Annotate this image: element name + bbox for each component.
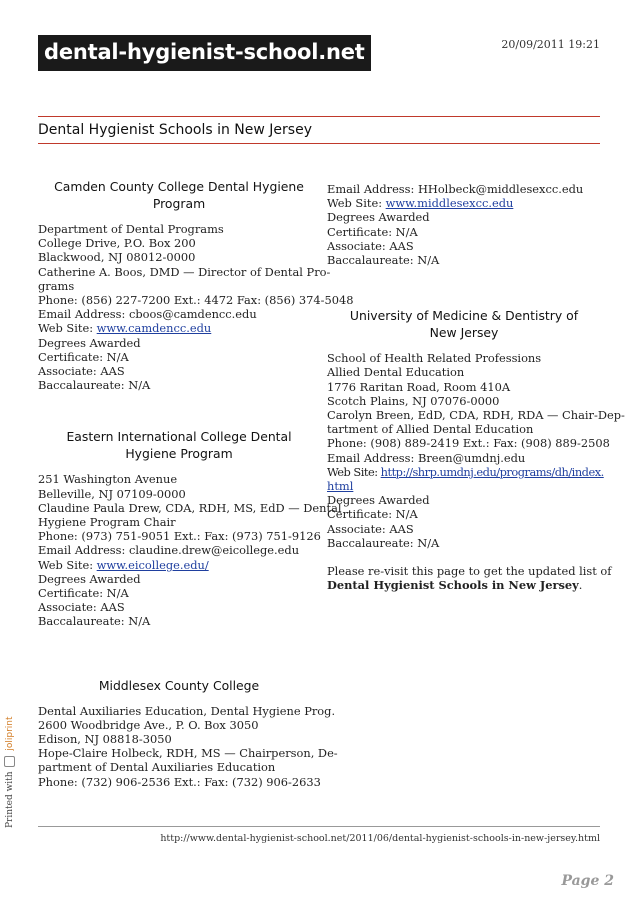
revisit-text-2	[327, 578, 601, 592]
website-label: Web Site:	[38, 321, 97, 336]
address-line: 1776 Raritan Road, Room 410A	[327, 379, 511, 394]
website-link-continued[interactable]: html	[327, 479, 354, 494]
degree-line: Baccalaureate: N/A	[38, 614, 151, 629]
footer-url[interactable]: http://www.dental-hygienist-school.net/2011/06/dental-hygienist-schools-in-new-jersey.html	[160, 833, 600, 844]
contact-line: Carolyn Breen, EdD, CDA, RDH, RDA — Chair-Dep-	[327, 408, 625, 423]
address-line: Dental Auxiliaries Education, Dental Hygiene Prog.	[38, 703, 336, 718]
degree-line: Associate: AAS	[38, 600, 125, 615]
right-column	[327, 182, 625, 593]
page-number: Page 2	[561, 873, 614, 889]
phone-line: Phone: (856) 227-7200 Ext.: 4472 Fax: (856) 374-5048	[38, 293, 354, 308]
address-line: Edison, NJ 08818-3050	[38, 732, 172, 747]
school-title: Middlesex County College	[98, 677, 260, 693]
website-line	[327, 464, 604, 479]
address-line: 251 Washington Avenue	[38, 472, 178, 487]
degrees-heading: Degrees Awarded	[327, 493, 430, 508]
title-rule-top	[38, 116, 600, 117]
degree-line: Certificate: N/A	[327, 224, 418, 239]
address-line: Blackwood, NJ 08012-0000	[38, 250, 196, 265]
school-title: University of Medicine & Dentistry of New Jersey	[349, 308, 579, 341]
site-logo: dental-hygienist-school.net	[38, 35, 371, 71]
school-title: Eastern International College Dental Hygiene Program	[66, 429, 292, 462]
school-title: Camden County College Dental Hygiene Program	[54, 179, 304, 211]
school-umdnj	[327, 307, 625, 550]
school-middlesex	[38, 677, 338, 789]
website-link[interactable]: www.camdencc.edu	[96, 321, 212, 336]
address-line: School of Health Related Professions	[327, 351, 542, 366]
degrees-heading: Degrees Awarded	[38, 571, 141, 586]
contact-line: tartment of Allied Dental Education	[327, 422, 534, 437]
joliprint-icon	[4, 756, 15, 767]
degree-line: Baccalaureate: N/A	[327, 535, 440, 550]
printed-with-badge	[4, 717, 15, 829]
contact-line: Hygiene Program Chair	[38, 515, 176, 530]
printer-brand: joliprint	[5, 716, 15, 751]
contact-line: Claudine Paula Drew, CDA, RDH, MS, EdD — Dental	[38, 500, 342, 515]
degree-line: Certificate: N/A	[327, 507, 418, 522]
address-line: Belleville, NJ 07109-0000	[38, 486, 186, 501]
website-line	[38, 558, 320, 572]
revisit-text: Please re-visit this page to get the updated list of	[327, 564, 612, 579]
contact-line: grams	[38, 278, 75, 293]
degree-line: Baccalaureate: N/A	[327, 253, 440, 268]
degree-line: Associate: AAS	[327, 238, 414, 253]
website-link[interactable]: www.eicollege.edu/	[96, 557, 209, 572]
title-rule-bottom	[38, 143, 600, 144]
website-link[interactable]: http://shrp.umdnj.edu/programs/dh/index.	[380, 464, 604, 479]
address-line: Scotch Plains, NJ 07076-0000	[327, 393, 500, 408]
page-title: Dental Hygienist Schools in New Jersey	[38, 122, 312, 138]
address-line: College Drive, P.O. Box 200	[38, 236, 196, 251]
email-line: Email Address: claudine.drew@eicollege.edu	[38, 543, 300, 558]
phone-line: Phone: (973) 751-9051 Ext.: Fax: (973) 751-9126	[38, 529, 321, 544]
degree-line: Certificate: N/A	[38, 586, 129, 601]
phone-line: Phone: (908) 889-2419 Ext.: Fax: (908) 889-2508	[327, 436, 610, 451]
degree-line: Associate: AAS	[38, 364, 125, 379]
degrees-heading: Degrees Awarded	[327, 210, 430, 225]
website-link[interactable]: www.middlesexcc.edu	[385, 196, 514, 211]
website-line	[327, 196, 601, 210]
school-camden	[38, 178, 354, 393]
website-line-continued	[327, 479, 601, 493]
email-line: Email Address: HHolbeck@middlesexcc.edu	[327, 182, 584, 196]
phone-line: Phone: (732) 906-2536 Ext.: Fax: (732) 906-2633	[38, 774, 321, 789]
timestamp: 20/09/2011 19:21	[501, 38, 600, 51]
email-line: Email Address: Breen@umdnj.edu	[327, 450, 526, 465]
revisit-period: .	[578, 578, 583, 593]
website-line	[38, 321, 320, 335]
revisit-note	[327, 564, 612, 593]
degree-line: Associate: AAS	[327, 521, 414, 536]
email-line: Email Address: cboos@camdencc.edu	[38, 307, 257, 322]
school-middlesex-continued	[327, 182, 601, 267]
degrees-heading: Degrees Awarded	[38, 335, 141, 350]
footer-rule	[38, 826, 600, 827]
website-label: Web Site:	[327, 196, 386, 211]
revisit-bold: Dental Hygienist Schools in New Jersey	[327, 578, 579, 593]
address-line: 2600 Woodbridge Ave., P. O. Box 3050	[38, 717, 259, 732]
website-label: Web Site:	[327, 464, 381, 479]
contact-line: partment of Dental Auxiliaries Education	[38, 760, 276, 775]
address-line: Department of Dental Programs	[38, 222, 224, 236]
contact-line: Hope-Claire Holbeck, RDH, MS — Chairperson, De-	[38, 746, 338, 761]
printed-with-label: Printed with	[5, 771, 15, 828]
contact-line: Catherine A. Boos, DMD — Director of Dental Pro-	[38, 264, 331, 279]
address-line: Allied Dental Education	[327, 365, 465, 380]
degree-line: Baccalaureate: N/A	[38, 378, 151, 393]
degree-line: Certificate: N/A	[38, 349, 129, 364]
website-label: Web Site:	[38, 557, 97, 572]
